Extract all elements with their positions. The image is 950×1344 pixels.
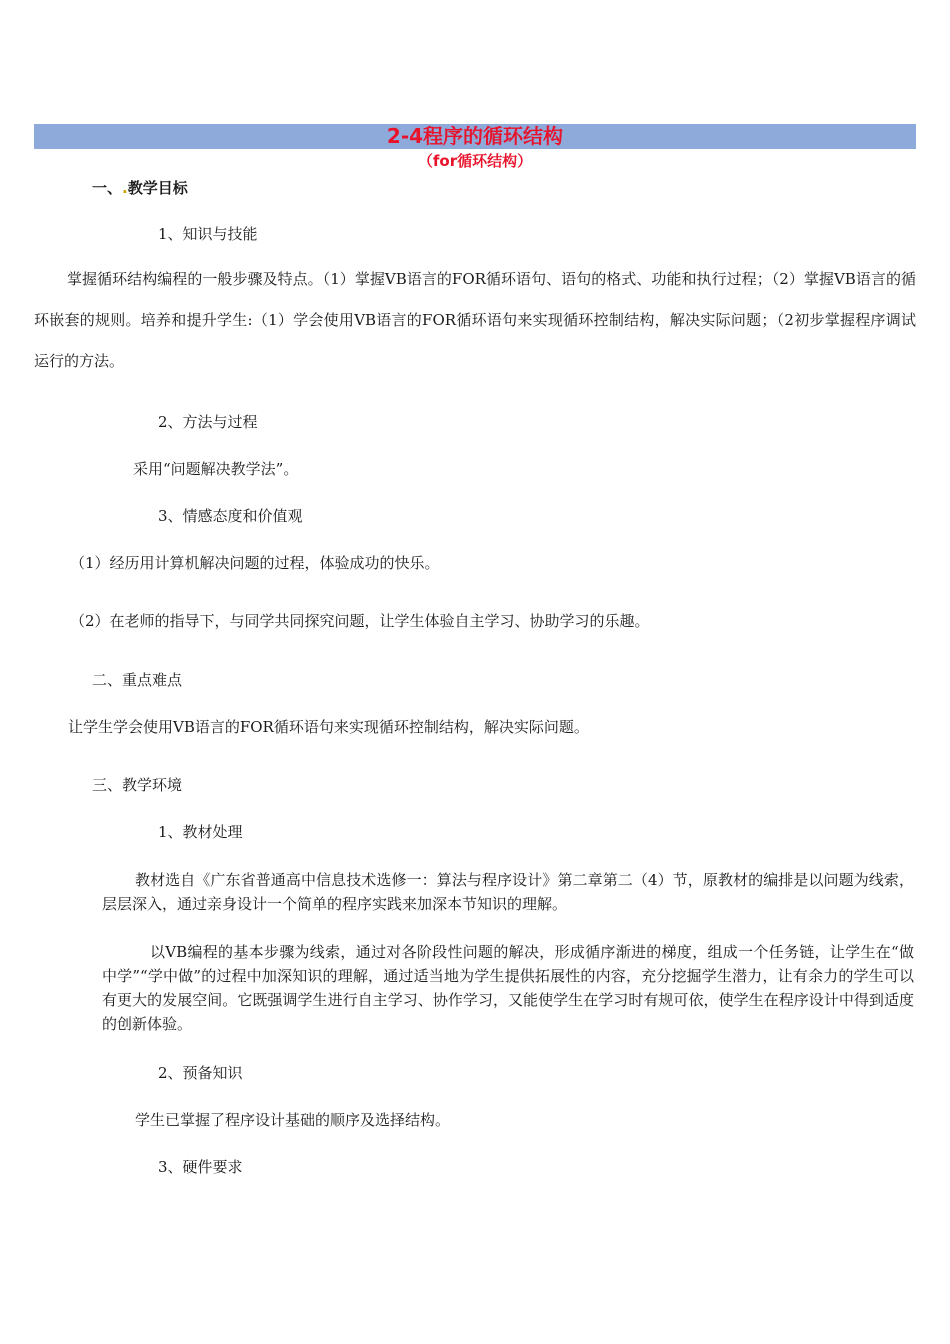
section-1-subheading-1: 1、知识与技能 [158,225,258,243]
section-1-paragraph-2: 采用“问题解决教学法”。 [133,460,299,478]
section-1-subheading-3: 3、情感态度和价值观 [158,507,303,525]
section-1-paragraph-3b: （2）在老师的指导下，与同学共同探究问题，让学生体验自主学习、协助学习的乐趣。 [70,612,650,630]
section-3-subheading-1: 1、教材处理 [158,823,243,841]
section-2-heading: 二、重点难点 [92,671,183,689]
document-subtitle: （for循环结构） [417,152,533,170]
section-1-paragraph-1: 掌握循环结构编程的一般步骤及特点。（1）掌握VB语言的FOR循环语句、语句的格式、功能和执行过程；（2）掌握VB语言的循环嵌套的规则。培养和提升学生:（1）学会使用VB语言的FOR循环语句来实现循环控制结构，解决实际问题；（2初步掌握程序调试运行的方法。 [34,270,916,370]
section-3-paragraph-2: 以VB编程的基本步骤为线索，通过对各阶段性问题的解决，形成循序渐进的梯度，组成一个任务链，让学生在“做中学”“学中做”的过程中加深知识的理解，通过适当地为学生提供拓展性的内容，充分挖掘学生潜力，让有余力的学生可以有更大的发展空间。它既强调学生进行自主学习、协作学习，又能使学生在学习时有规可依，使学生在程序设计中得到适度的创新体验。 [102,943,914,1033]
section-1-subheading-2: 2、方法与过程 [158,413,258,431]
section-3-subheading-3: 3、硬件要求 [158,1158,243,1176]
section-3-subheading-2: 2、预备知识 [158,1064,243,1082]
section-2-paragraph: 让学生学会使用VB语言的FOR循环语句来实现循环控制结构，解决实际问题。 [68,718,589,736]
section-1-paragraph-3a: （1）经历用计算机解决问题的过程，体验成功的快乐。 [70,554,440,572]
section-3-paragraph-1: 教材选自《广东省普通高中信息技术选修一：算法与程序设计》第二章第二（4）节，原教材的编排是以问题为线索，层层深入，通过亲身设计一个简单的程序实践来加深本节知识的理解。 [102,871,914,913]
document-title: 2-4程序的循环结构 [386,124,564,148]
section-3-heading: 三、教学环境 [92,776,183,794]
section-3-paragraph-3: 学生已掌握了程序设计基础的顺序及选择结构。 [135,1111,451,1129]
section-1-heading: 一、.教学目标 [92,179,188,197]
